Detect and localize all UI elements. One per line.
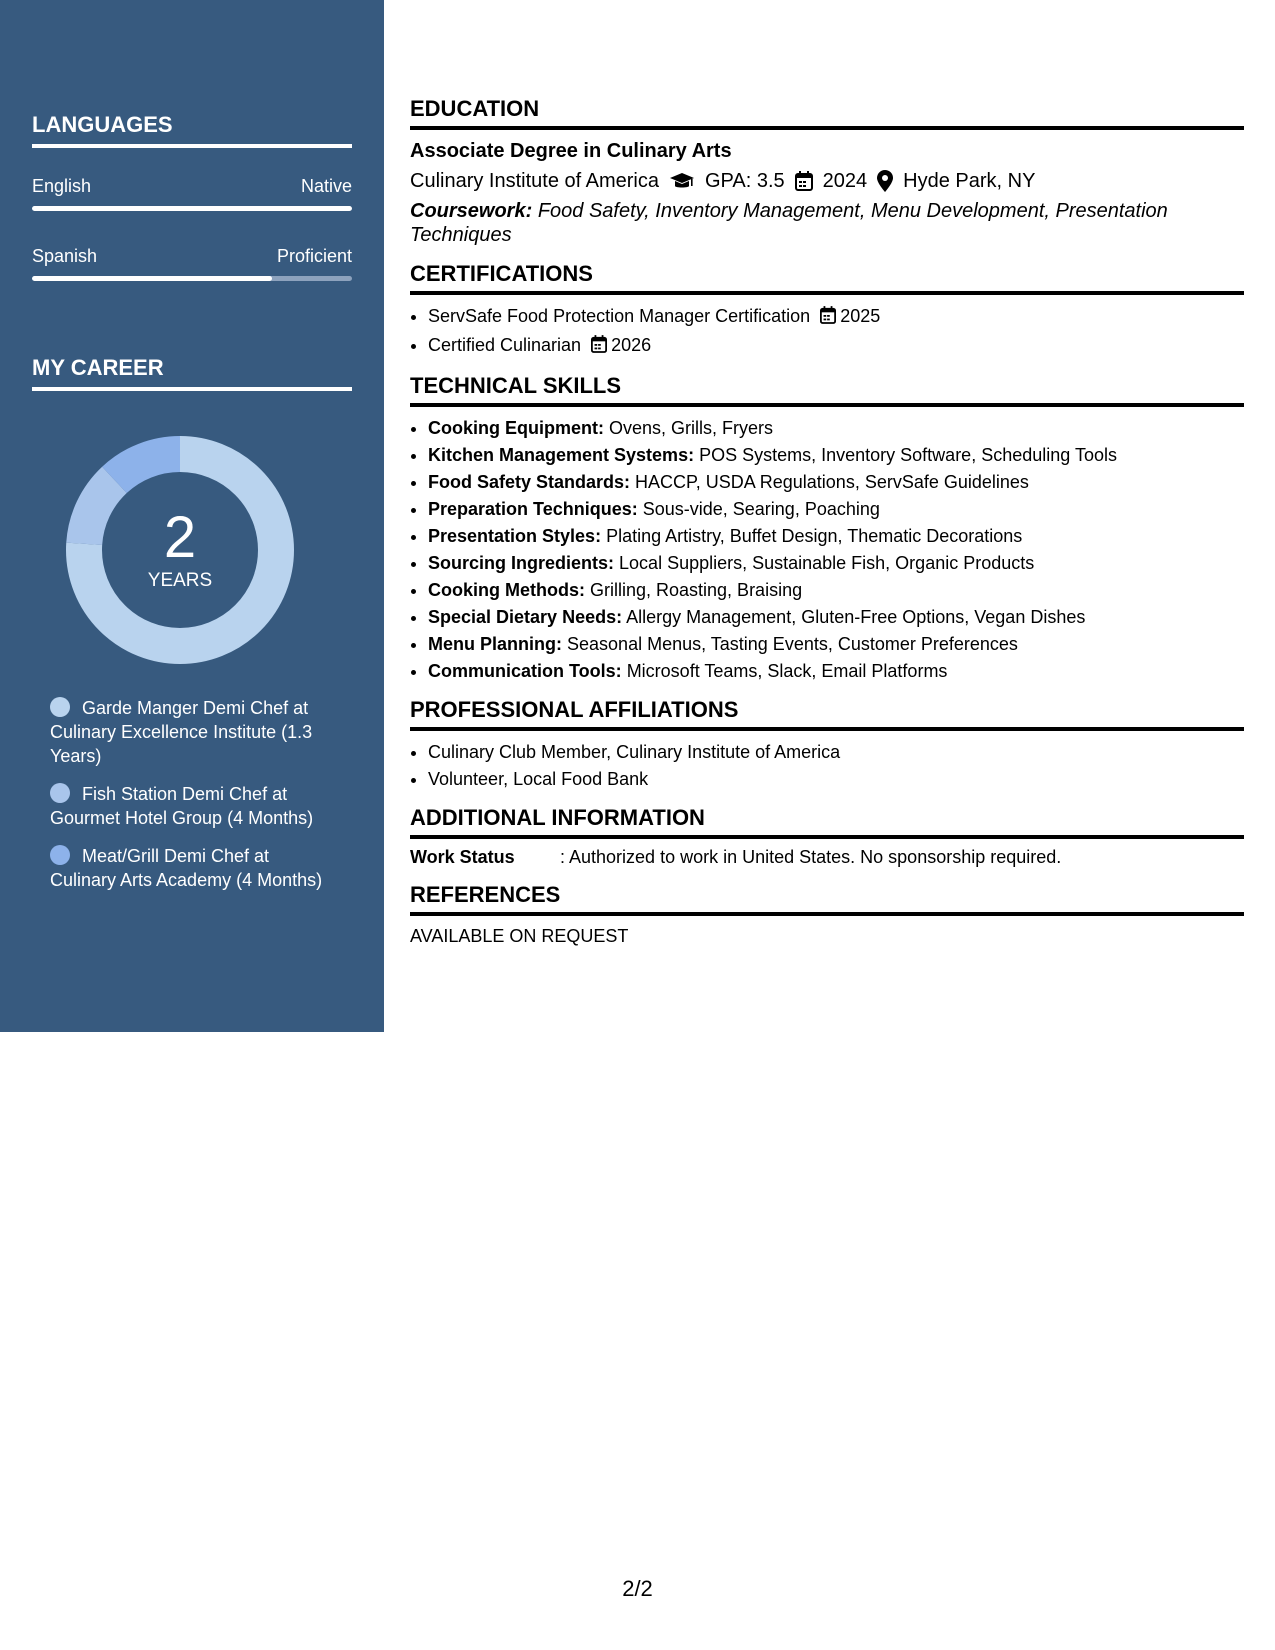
skill-value: Grilling, Roasting, Braising <box>590 580 803 600</box>
certification-item <box>428 303 1244 332</box>
certifications-list <box>410 303 1244 361</box>
sidebar <box>0 0 384 1032</box>
skill-item <box>428 631 1244 658</box>
language-level: Native <box>300 176 352 196</box>
calendar-icon <box>591 334 607 361</box>
skill-value: Seasonal Menus, Tasting Events, Customer Preferences <box>567 634 1018 654</box>
skill-item <box>428 469 1244 496</box>
skill-label: Communication Tools: <box>428 661 622 681</box>
career-item-text: Garde Manger Demi Chef at Culinary Excellence Institute (1.3 Years) <box>50 698 313 766</box>
location-pin-icon <box>877 170 893 192</box>
skill-value: POS Systems, Inventory Software, Scheduling Tools <box>699 445 1117 465</box>
coursework-text: Food Safety, Inventory Management, Menu Development, Presentation Techniques <box>410 200 1168 246</box>
skill-item <box>428 550 1244 577</box>
certification-name: ServSafe Food Protection Manager Certification <box>428 306 811 326</box>
skill-item <box>428 496 1244 523</box>
degree-title: Associate Degree in Culinary Arts <box>410 140 732 162</box>
career-item-text: Meat/Grill Demi Chef at Culinary Arts Academy (4 Months) <box>50 846 323 890</box>
skill-value: Ovens, Grills, Fryers <box>609 418 774 438</box>
language-name: Spanish <box>32 246 98 266</box>
work-status-value: : Authorized to work in United States. No sponsorship required. <box>560 847 1062 867</box>
language-bar-fill <box>32 276 272 281</box>
language-name: English <box>32 176 92 196</box>
work-status-label: Work Status <box>410 847 515 867</box>
certification-year: 2026 <box>611 335 652 355</box>
calendar-icon <box>795 171 813 191</box>
skill-value: HACCP, USDA Regulations, ServSafe Guidelines <box>635 472 1029 492</box>
career-total <box>66 505 294 592</box>
languages-heading: LANGUAGES <box>32 112 352 148</box>
skill-value: Allergy Management, Gluten-Free Options, Vegan Dishes <box>626 607 1086 627</box>
career-total-number: 2 <box>163 505 197 570</box>
references-heading: REFERENCES <box>410 882 1244 916</box>
legend-dot-icon <box>50 697 70 717</box>
skill-value: Local Suppliers, Sustainable Fish, Organic Products <box>619 553 1035 573</box>
calendar-icon <box>820 305 836 332</box>
school-name: Culinary Institute of America <box>410 170 659 192</box>
skill-label: Sourcing Ingredients: <box>428 553 615 573</box>
affiliations-list <box>410 739 1244 793</box>
references-text: AVAILABLE ON REQUEST <box>410 926 629 946</box>
career-item <box>50 844 340 892</box>
career-heading: MY CAREER <box>32 355 352 391</box>
skill-label: Food Safety Standards: <box>428 472 631 492</box>
certification-name: Certified Culinarian <box>428 335 582 355</box>
education-location: Hyde Park, NY <box>903 170 1036 192</box>
career-item <box>50 782 340 830</box>
certifications-heading: CERTIFICATIONS <box>410 261 1244 295</box>
language-bar <box>32 276 352 281</box>
skill-label: Cooking Equipment: <box>428 418 604 438</box>
language-bar-fill <box>32 206 352 211</box>
skill-label: Menu Planning: <box>428 634 562 654</box>
legend-dot-icon <box>50 783 70 803</box>
affiliation-item: • Volunteer, Local Food Bank <box>428 766 1244 793</box>
graduation-year: 2024 <box>822 170 868 192</box>
coursework-label: Coursework: <box>410 200 533 222</box>
skill-item <box>428 415 1244 442</box>
skill-item <box>428 523 1244 550</box>
additional-info-heading: ADDITIONAL INFORMATION <box>410 805 1244 839</box>
technical-skills-heading: TECHNICAL SKILLS <box>410 373 1244 407</box>
skill-label: Special Dietary Needs: <box>428 607 623 627</box>
skill-value: Microsoft Teams, Slack, Email Platforms <box>626 661 948 681</box>
language-row-english <box>32 176 352 216</box>
main-content <box>410 96 1244 947</box>
career-donut-chart <box>66 436 294 664</box>
graduation-cap-icon <box>669 171 695 191</box>
coursework <box>410 199 1244 247</box>
skill-value: Sous-vide, Searing, Poaching <box>642 499 880 519</box>
career-item <box>50 696 340 768</box>
career-total-unit: YEARS <box>147 570 213 591</box>
affiliation-item: • Culinary Club Member, Culinary Institute of America <box>428 739 1244 766</box>
career-item-text: Fish Station Demi Chef at Gourmet Hotel Group (4 Months) <box>50 784 314 828</box>
skill-label: Kitchen Management Systems: <box>428 445 695 465</box>
certification-year: 2025 <box>840 306 881 326</box>
skill-item <box>428 442 1244 469</box>
skill-label: Presentation Styles: <box>428 526 602 546</box>
skill-value: Plating Artistry, Buffet Design, Thematic Decorations <box>606 526 1023 546</box>
skills-list <box>410 415 1244 685</box>
gpa: GPA: 3.5 <box>705 170 785 192</box>
affiliations-heading: PROFESSIONAL AFFILIATIONS <box>410 697 1244 731</box>
language-level: Proficient <box>276 246 352 266</box>
skill-item <box>428 658 1244 685</box>
work-status-row <box>410 847 1244 868</box>
skill-item <box>428 604 1244 631</box>
language-bar <box>32 206 352 211</box>
education-heading: EDUCATION <box>410 96 1244 130</box>
language-row-spanish <box>32 246 352 286</box>
skill-label: Preparation Techniques: <box>428 499 638 519</box>
career-list <box>50 696 340 906</box>
certification-item <box>428 332 1244 361</box>
page-number: 2/2 <box>622 1576 653 1601</box>
skill-item <box>428 577 1244 604</box>
legend-dot-icon <box>50 845 70 865</box>
education-details <box>410 167 1244 195</box>
skill-label: Cooking Methods: <box>428 580 585 600</box>
